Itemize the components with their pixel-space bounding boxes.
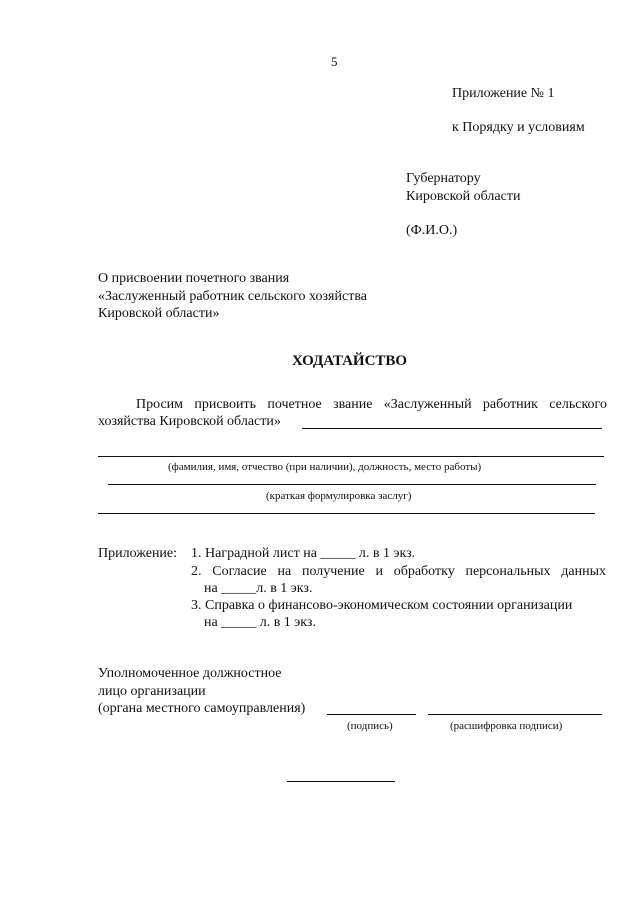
body-word: сельского: [549, 397, 607, 412]
caption-signature: (подпись): [347, 720, 393, 732]
signatory-line2: лицо организации: [98, 684, 206, 699]
addressee-fio: (Ф.И.О.): [406, 223, 458, 238]
attachment-title: Приложение № 1: [452, 86, 555, 101]
caption-merits: (краткая формулировка заслуг): [266, 490, 412, 502]
document-heading: ХОДАТАЙСТВО: [292, 353, 408, 369]
merits-fill-line: [108, 484, 596, 485]
body-word: почетное: [267, 397, 322, 412]
attachments-label: Приложение:: [98, 546, 178, 561]
body-word: работник: [482, 397, 538, 412]
name-fill-line: [98, 456, 604, 457]
closing-rule: [287, 781, 395, 782]
body-line1: [136, 397, 607, 413]
attachment-item-1: 1. Наградной лист на _____ л. в 1 экз.: [191, 546, 416, 561]
item2-word: получение: [301, 564, 365, 579]
page-number: 5: [331, 54, 338, 69]
signatory-line1: Уполномоченное должностное: [98, 666, 282, 681]
attachment-item-3: 3. Справка о финансово-экономическом состоянии организации: [191, 598, 573, 613]
attachment-item-2: [191, 564, 606, 580]
body-word: звание: [333, 397, 373, 412]
body-word: присвоить: [194, 397, 257, 412]
signatory-line3: (органа местного самоуправления): [98, 701, 306, 716]
item2-word: на: [277, 564, 292, 579]
decode-fill-line: [428, 714, 602, 715]
item2-word: данных: [561, 564, 606, 579]
subject-line3: Кировской области»: [98, 306, 220, 321]
body-line2: хозяйства Кировской области»: [98, 414, 281, 429]
attachment-item-2-cont: на _____л. в 1 экз.: [204, 581, 313, 596]
caption-name: (фамилия, имя, отчество (при наличии), должность, место работы): [168, 461, 482, 473]
item2-word: Согласие: [212, 564, 267, 579]
subject-line2: «Заслуженный работник сельского хозяйства: [98, 289, 367, 304]
nominee-fill-line: [302, 428, 602, 429]
item2-word: и: [375, 564, 383, 579]
addressee-line1: Губернатору: [406, 171, 481, 186]
attachment-subtitle: к Порядку и условиям: [452, 120, 585, 135]
item2-word: обработку: [393, 564, 455, 579]
addressee-line2: Кировской области: [406, 189, 521, 204]
signature-fill-line: [327, 714, 416, 715]
attachment-item-3-cont: на _____ л. в 1 экз.: [204, 615, 316, 630]
extra-fill-line: [98, 513, 595, 514]
item2-word: персональных: [465, 564, 551, 579]
subject-line1: О присвоении почетного звания: [98, 271, 290, 286]
body-word: «Заслуженный: [383, 397, 472, 412]
caption-decode: (расшифровка подписи): [450, 720, 563, 732]
item2-word: 2.: [191, 564, 202, 579]
body-word: Просим: [136, 397, 184, 412]
